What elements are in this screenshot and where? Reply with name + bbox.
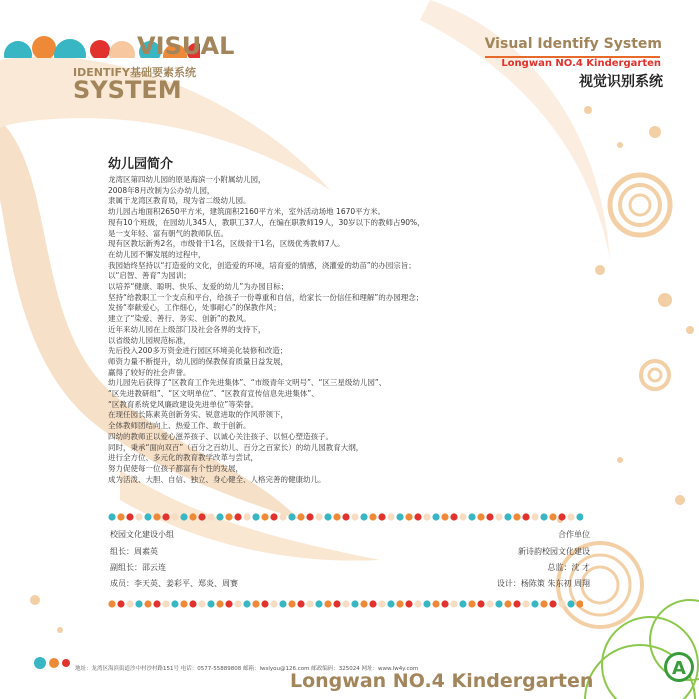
brand-system-word: SYSTEM xyxy=(73,76,182,104)
divider-dot xyxy=(558,600,565,607)
divider-dot xyxy=(180,513,187,520)
divider-dot xyxy=(495,600,502,607)
body-line: 幼儿园先后获得了“区教育工作先进集体”、“市级青年文明号”、“区三星级幼儿园”、 xyxy=(108,378,387,388)
body-line: 先后投入200多万资金进行园区环境美化装修和改造； xyxy=(108,346,288,356)
divider-dot xyxy=(207,513,214,520)
body-line: 进行全方位、多元化的教育教学改革与尝试， xyxy=(108,453,258,463)
credit-left-heading: 校园文化建设小组 xyxy=(110,530,174,539)
divider-dot xyxy=(279,513,286,520)
divider-dots-top xyxy=(108,511,583,523)
divider-dot xyxy=(108,513,115,520)
divider-dot xyxy=(387,600,394,607)
divider-dot xyxy=(243,600,250,607)
divider-dot xyxy=(126,600,133,607)
divider-dot xyxy=(207,600,214,607)
badge-a-icon xyxy=(662,650,696,684)
divider-dot xyxy=(531,513,538,520)
divider-dot xyxy=(513,513,520,520)
body-line: 现有区教坛新秀2名，市级骨干1名，区级骨干1名，区级优秀教师7人。 xyxy=(108,239,345,249)
divider-dot xyxy=(171,600,178,607)
body-line: 以“启智、善育”为园训； xyxy=(108,271,191,281)
divider-dot xyxy=(432,513,439,520)
body-line: 龙湾区第四幼儿园的原是海滨一小附属幼儿园， xyxy=(108,175,266,184)
divider-dot xyxy=(261,513,268,520)
body-line: 隶属于龙湾区教育局，现为省二级幼儿园。 xyxy=(108,196,251,206)
divider-dot xyxy=(117,513,124,520)
body-line: 成为活泼、大胆、自信、独立、身心健全、人格完善的健康幼儿。 xyxy=(108,474,326,484)
divider-dots-bottom xyxy=(108,598,583,610)
divider-dot xyxy=(243,513,250,520)
body-line: 全体教师团结向上、热爱工作、敢于创新。 xyxy=(108,421,251,431)
divider-dot xyxy=(162,600,169,607)
divider-dot xyxy=(315,600,322,607)
divider-dot xyxy=(126,513,133,520)
divider-dot xyxy=(423,600,430,607)
divider-dot xyxy=(234,600,241,607)
divider-dot xyxy=(270,513,277,520)
credit-right-partner: 新诗韵校园文化建设 xyxy=(518,547,590,556)
divider-dot xyxy=(360,513,367,520)
divider-dot xyxy=(567,513,574,520)
divider-dot xyxy=(351,600,358,607)
divider-dot xyxy=(423,513,430,520)
article-body xyxy=(108,175,428,485)
divider-dot xyxy=(306,600,313,607)
divider-dot xyxy=(558,513,565,520)
brand-visual-word: VISUAL xyxy=(137,32,235,60)
divider-dot xyxy=(522,600,529,607)
divider-dot xyxy=(396,600,403,607)
divider-dot xyxy=(369,600,376,607)
divider-dot xyxy=(450,513,457,520)
body-line: 在幼儿园不懈发展的过程中， xyxy=(108,249,206,259)
divider-dot xyxy=(234,513,241,520)
divider-dot xyxy=(513,600,520,607)
divider-dot xyxy=(288,513,295,520)
body-line: 以培养“健康、聪明、快乐、友爱的幼儿”为办园目标； xyxy=(108,282,289,292)
body-line: “区先进教研组”、“区文明单位”、“区教育宣传信息先进集体”、 xyxy=(108,389,319,399)
brand-identify-line: IDENTIFY基础要素系统 xyxy=(73,66,197,79)
divider-dot xyxy=(342,513,349,520)
divider-dot xyxy=(198,513,205,520)
divider-dot xyxy=(441,600,448,607)
divider-dot xyxy=(477,513,484,520)
header-chinese-title: 视觉识别系统 xyxy=(579,74,663,90)
body-line: 幼儿园占地面积2650平方米，建筑面积2160平方米，室外活动场地 1670平方米。 xyxy=(108,207,386,217)
body-line: 努力促使每一位孩子都富有个性的发展， xyxy=(108,463,243,473)
divider-dot xyxy=(450,600,457,607)
divider-dot xyxy=(252,600,259,607)
credit-right-designers: 设计：杨陈策 朱东初 周翔 xyxy=(496,579,590,588)
body-line: 四幼的教师正以爱心滋养孩子、以诚心关注孩子、以恒心塑造孩子。 xyxy=(108,431,333,441)
divider-dot xyxy=(333,513,340,520)
body-line: 发扬“奉献爱心，工作细心，处事耐心”的保教作风； xyxy=(108,303,281,313)
body-line: 是一支年轻、富有朝气的教师队伍。 xyxy=(108,228,228,238)
credit-left-leader: 组长：周素英 xyxy=(110,547,158,556)
divider-dot xyxy=(378,513,385,520)
divider-dot xyxy=(405,513,412,520)
divider-dot xyxy=(576,513,583,520)
divider-dot xyxy=(324,600,331,607)
divider-dot xyxy=(387,513,394,520)
divider-dot xyxy=(297,600,304,607)
concentric-circles xyxy=(558,175,670,627)
body-line: 同时，秉承“面向双百”（百分之百幼儿、百分之百家长）的幼儿园教育大纲， xyxy=(108,442,364,452)
body-line: “区教育系统党风廉政建设先进单位”等荣誉。 xyxy=(108,399,259,409)
header-kindergarten-name: Longwan NO.4 Kindergarten xyxy=(501,58,661,69)
divider-dot xyxy=(540,513,547,520)
divider-dot xyxy=(414,600,421,607)
divider-dot xyxy=(477,600,484,607)
divider-dot xyxy=(270,600,277,607)
badge-letter: A xyxy=(672,658,686,679)
divider-dot xyxy=(549,513,556,520)
divider-dot xyxy=(288,600,295,607)
credit-right-director: 总监：沈 才 xyxy=(547,563,590,572)
divider-dot xyxy=(297,513,304,520)
divider-dot xyxy=(396,513,403,520)
divider-dot xyxy=(486,513,493,520)
body-line: 在现任园长陈素英创新务实、锐意进取的作风带领下， xyxy=(108,410,288,420)
divider-dot xyxy=(522,513,529,520)
divider-dot xyxy=(153,513,160,520)
divider-dot xyxy=(351,513,358,520)
divider-dot xyxy=(567,600,574,607)
divider-dot xyxy=(117,600,124,607)
divider-dot xyxy=(216,600,223,607)
body-line: 赢得了较好的社会声誉。 xyxy=(108,367,191,377)
body-line: 我园始终坚持以“打造爱的文化，创造爱的环境，培育爱的情感，浇灌爱的幼苗”的办园宗旨； xyxy=(108,260,416,270)
divider-dot xyxy=(189,513,196,520)
divider-dot xyxy=(306,513,313,520)
divider-dot xyxy=(540,600,547,607)
divider-dot xyxy=(198,600,205,607)
divider-dot xyxy=(576,600,583,607)
divider-dot xyxy=(468,513,475,520)
body-line: 以省级幼儿园规范标准， xyxy=(108,335,191,345)
divider-dot xyxy=(261,600,268,607)
body-line: 师资力量不断提升，幼儿园的保教保育质量日益发展， xyxy=(108,356,288,366)
divider-dot xyxy=(108,600,115,607)
divider-dot xyxy=(135,513,142,520)
body-line: 2008年8月改制为公办幼儿园， xyxy=(108,185,215,195)
divider-dot xyxy=(378,600,385,607)
body-line: 近年来幼儿园在上级部门及社会各界的支持下， xyxy=(108,324,266,334)
body-line: 建立了“染爱、善行、务实、创新”的教风。 xyxy=(108,314,251,324)
divider-dot xyxy=(225,513,232,520)
divider-dot xyxy=(216,513,223,520)
divider-dot xyxy=(360,600,367,607)
divider-dot xyxy=(342,600,349,607)
divider-dot xyxy=(162,513,169,520)
divider-dot xyxy=(486,600,493,607)
header-english-title: Visual Identify System xyxy=(484,36,662,52)
body-line: 现有10个班级，在园幼儿345人，教职工37人，在编在职教师19人，30岁以下的教师占90%， xyxy=(108,217,425,227)
article-title: 幼儿园简介 xyxy=(108,157,174,172)
credit-left-vice-leader: 副组长：邵云连 xyxy=(110,563,166,572)
divider-dot xyxy=(432,600,439,607)
divider-dot xyxy=(144,513,151,520)
divider-dot xyxy=(495,513,502,520)
divider-dot xyxy=(144,600,151,607)
divider-dot xyxy=(225,600,232,607)
body-line: 坚持“给教职工一个支点和平台，给孩子一份尊重和自信，给家长一份信任和理解”的办园理念； xyxy=(108,292,424,302)
footer-kindergarten-name: Longwan NO.4 Kindergarten xyxy=(290,670,594,692)
divider-dot xyxy=(441,513,448,520)
divider-dot xyxy=(315,513,322,520)
footer-logo-dots xyxy=(34,657,70,669)
divider-dot xyxy=(333,600,340,607)
footer-contact-info: 地址：龙湾区海滨街道沙中村沙村路151号 电话：0577-55889808 邮箱：lwslyou@126.com 邮政编码：325024 网址：www.lw4y.com xyxy=(75,666,419,672)
divider-dot xyxy=(189,600,196,607)
divider-dot xyxy=(252,513,259,520)
divider-dot xyxy=(405,600,412,607)
divider-dot xyxy=(279,600,286,607)
divider-dot xyxy=(531,600,538,607)
credit-left-members: 成员：李天英、姜彩平、郑炎、周赛 xyxy=(110,579,238,588)
divider-dot xyxy=(459,513,466,520)
divider-dot xyxy=(459,600,466,607)
divider-dot xyxy=(153,600,160,607)
divider-dot xyxy=(324,513,331,520)
divider-dot xyxy=(549,600,556,607)
divider-dot xyxy=(180,600,187,607)
divider-dot xyxy=(468,600,475,607)
divider-dot xyxy=(504,600,511,607)
divider-dot xyxy=(369,513,376,520)
divider-dot xyxy=(171,513,178,520)
divider-dot xyxy=(504,513,511,520)
divider-dot xyxy=(414,513,421,520)
credit-right-heading: 合作单位 xyxy=(558,530,590,539)
divider-dot xyxy=(135,600,142,607)
